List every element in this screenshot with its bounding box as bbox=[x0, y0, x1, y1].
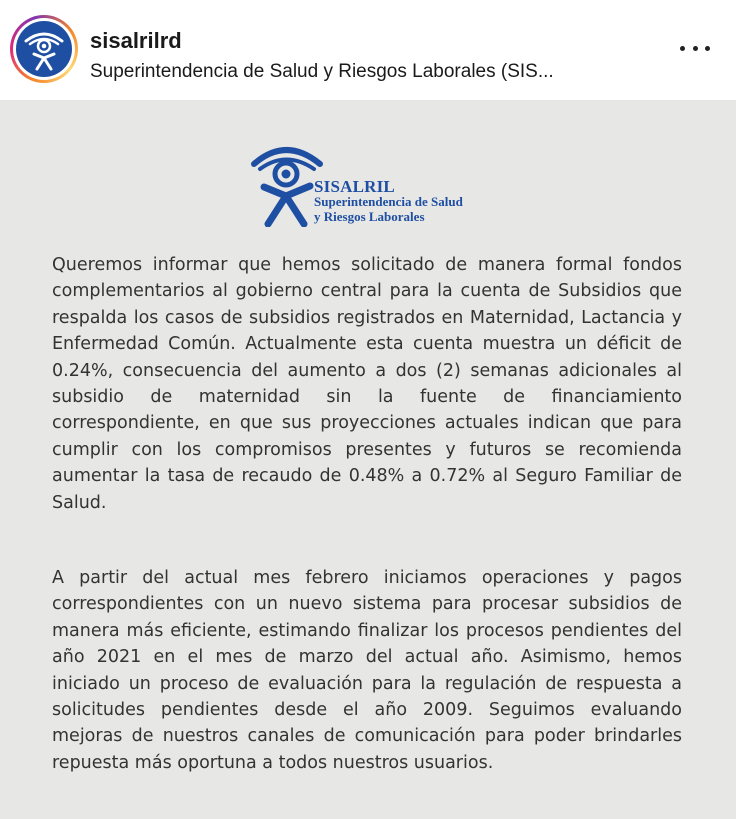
logo-line2: y Riesgos Laborales bbox=[314, 209, 425, 224]
sisalril-logo-icon bbox=[20, 25, 68, 73]
post-paragraph-1: Queremos informar que hemos solicitado de manera formal fondos complementarios al gobierno central para la cuenta de Subsidios que respalda los casos de subsidios registrados en Maternidad, Lactancia y Enfermedad Común. Actualmente esta cuenta muestra un déficit de 0.24%, consecuencia del aumento a dos (2) semanas adicionales al subsidio de maternidad sin la fuente de financiamiento correspondiente, en que sus proyecciones actuales indican que para cumplir con los compromisos presentes y futuros se recomienda aumentar la tasa de recaudo de 0.48% a 0.72% al Seguro Familiar de Salud. bbox=[52, 255, 682, 513]
dot bbox=[705, 46, 710, 51]
account-fullname[interactable]: Superintendencia de Salud y Riesgos Laborales (SIS... bbox=[90, 61, 554, 82]
story-ring[interactable] bbox=[10, 15, 78, 83]
logo-name: SISALRIL bbox=[314, 177, 395, 196]
sisalril-logo bbox=[248, 142, 498, 227]
more-options-icon[interactable] bbox=[680, 38, 710, 58]
logo-line1: Superintendencia de Salud bbox=[314, 194, 463, 209]
post-image bbox=[0, 100, 736, 819]
avatar[interactable] bbox=[16, 21, 72, 77]
account-username[interactable]: sisalrilrd bbox=[90, 28, 182, 53]
dot bbox=[680, 46, 685, 51]
avatar-frame bbox=[13, 18, 75, 80]
logo-wordmark bbox=[314, 179, 463, 224]
post-paragraph-2: A partir del actual mes febrero iniciamos operaciones y pagos correspondientes con un nuevo sistema para procesar subsidios de manera más eficiente, estimando finalizar los procesos pendientes del año 2021 en el mes de marzo del actual año. Asimismo, hemos iniciado un proceso de evaluación para la regulación de respuesta a solicitudes pendientes desde el año 2009. Seguimos evaluando mejoras de nuestros canales de comunicación para poder brindarles repuesta más oportuna a todos nuestros usuarios. bbox=[52, 568, 682, 773]
dot bbox=[693, 46, 698, 51]
post-header bbox=[0, 0, 736, 100]
